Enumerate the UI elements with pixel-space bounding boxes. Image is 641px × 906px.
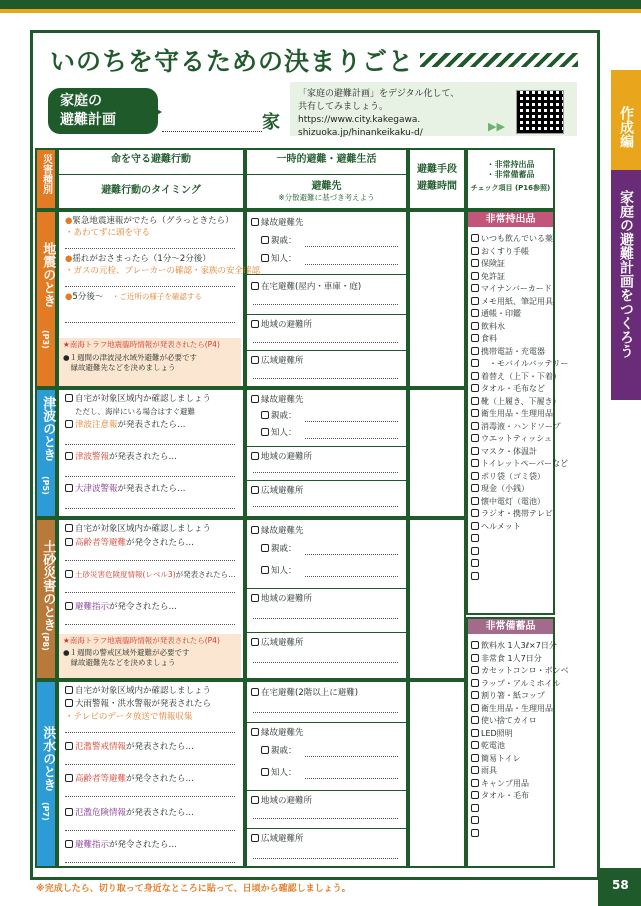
ls-write-line[interactable] bbox=[65, 624, 235, 625]
checklist-item[interactable] bbox=[471, 754, 550, 767]
checklist-item[interactable] bbox=[471, 829, 550, 842]
checklist-item[interactable] bbox=[471, 534, 550, 547]
checklist-item[interactable] bbox=[471, 434, 553, 447]
ts-action4[interactable]: 大津波警報が発表されたら… bbox=[65, 484, 186, 495]
bubble-line1: 家庭の bbox=[60, 93, 102, 109]
checklist-label: 衛生用品・生理用品 bbox=[481, 409, 553, 418]
checklist-item[interactable] bbox=[471, 247, 550, 260]
ls-shelter-wide[interactable]: 広域避難所 bbox=[251, 638, 304, 649]
checkbox-icon[interactable] bbox=[471, 284, 479, 292]
section-tab: 作成編 bbox=[611, 70, 641, 170]
checkbox-icon[interactable] bbox=[471, 509, 479, 517]
page-title: いのちを守るための決まりごと bbox=[50, 47, 415, 76]
qr-code-icon[interactable] bbox=[516, 90, 564, 134]
ls-relative-line[interactable] bbox=[305, 554, 398, 555]
fl-action6[interactable]: 避難指示が発令されたら… bbox=[65, 840, 177, 851]
carry-out-panel bbox=[466, 210, 569, 615]
fl-friend-field[interactable]: 知人： bbox=[261, 768, 297, 779]
checklist-item[interactable] bbox=[471, 509, 553, 522]
checklist-item[interactable] bbox=[471, 272, 550, 285]
checkbox-icon[interactable] bbox=[471, 547, 479, 555]
fl-shelter-wide[interactable]: 広域避難所 bbox=[251, 834, 304, 845]
checklist-label: 非常食 1人7日分 bbox=[481, 653, 542, 663]
checklist-item[interactable] bbox=[471, 284, 550, 297]
ls-note2: ●１週間の警戒区域外避難が必要です bbox=[63, 648, 190, 658]
url-line1[interactable]: https://www.city.kakegawa. bbox=[298, 115, 421, 125]
earthquake-label: 地震のとき bbox=[40, 242, 56, 307]
fl-shelter-local[interactable]: 地域の避難所 bbox=[251, 796, 312, 807]
ls-friend-line[interactable] bbox=[305, 576, 398, 577]
fl-local-line[interactable] bbox=[253, 818, 398, 819]
fl-wide-line[interactable] bbox=[253, 858, 398, 859]
checkbox-icon[interactable] bbox=[471, 572, 479, 580]
eq-friend-line[interactable] bbox=[305, 264, 398, 265]
footer-note: ※完成したら、切り取って身近なところに貼って、日頃から確認しましょう。 bbox=[36, 884, 351, 894]
checklist-item[interactable] bbox=[471, 484, 550, 497]
earthquake-side bbox=[35, 210, 57, 388]
ls-write-line[interactable] bbox=[65, 560, 235, 561]
checkbox-icon[interactable] bbox=[471, 829, 479, 837]
ls-action2[interactable]: 高齢者等避難が発令されたら… bbox=[65, 538, 194, 549]
checklist-label: 割り箸・紙コップ bbox=[481, 691, 545, 700]
eq-shelter-relative[interactable]: 縁故避難先 bbox=[251, 218, 304, 229]
items-header bbox=[466, 148, 555, 210]
checklist-label: タオル・毛布など bbox=[481, 384, 545, 393]
checkbox-icon[interactable] bbox=[471, 484, 479, 492]
eq-note1: ★南海トラフ地震臨時情報が発表されたら(P4) bbox=[63, 340, 220, 349]
eq-shelter-wide[interactable]: 広域避難所 bbox=[251, 356, 304, 367]
checklist-item[interactable] bbox=[471, 741, 550, 754]
checklist-item[interactable] bbox=[471, 234, 553, 247]
checklist-item[interactable] bbox=[471, 703, 553, 717]
checkbox-icon[interactable] bbox=[471, 384, 479, 392]
checkbox-icon[interactable] bbox=[471, 397, 479, 405]
checkbox-icon[interactable] bbox=[471, 741, 479, 749]
flood-means[interactable] bbox=[408, 680, 466, 868]
earthquake-means[interactable] bbox=[408, 210, 466, 388]
checkbox-icon[interactable] bbox=[471, 472, 479, 480]
ts-friend-line[interactable] bbox=[305, 438, 398, 439]
checklist-label: 携帯電話・充電器 bbox=[481, 346, 545, 356]
checklist-label: LED照明 bbox=[481, 728, 513, 738]
checkbox-icon[interactable] bbox=[471, 641, 479, 649]
checklist-item[interactable] bbox=[471, 791, 550, 804]
tsunami-label: 津波のとき bbox=[40, 396, 56, 461]
checklist-label: 乾電池 bbox=[481, 741, 505, 750]
checkbox-icon[interactable] bbox=[471, 297, 479, 305]
eq-write-line[interactable] bbox=[65, 322, 235, 323]
means-header bbox=[408, 148, 466, 210]
checklist-item[interactable] bbox=[471, 804, 550, 817]
checklist-item[interactable] bbox=[471, 654, 550, 667]
checklist-item[interactable] bbox=[471, 322, 550, 335]
eq-friend-field[interactable]: 知人： bbox=[261, 254, 297, 265]
checkbox-icon[interactable] bbox=[471, 459, 479, 467]
ls-local-line[interactable] bbox=[253, 618, 398, 619]
eq-note2: ●１週間の津波浸水域外避難が必要です bbox=[63, 353, 198, 363]
checkbox-icon[interactable] bbox=[471, 791, 479, 799]
action-header-top: 命を守る避難行動 bbox=[111, 154, 191, 165]
shelter-header bbox=[245, 148, 408, 210]
shelter-note: ※分散避難に基づき考えよう bbox=[278, 193, 375, 202]
carry-out-title: 非常持出品 bbox=[468, 212, 553, 227]
checklist-label: 免許証 bbox=[481, 271, 505, 281]
checklist-label: トイレットペーパーなど bbox=[481, 459, 569, 468]
checkbox-icon[interactable] bbox=[471, 679, 479, 687]
checklist-item[interactable] bbox=[471, 459, 569, 472]
checkbox-icon[interactable] bbox=[471, 434, 479, 442]
eq-home-line[interactable] bbox=[253, 304, 398, 305]
checklist-item[interactable] bbox=[471, 296, 553, 310]
checkbox-icon[interactable] bbox=[471, 272, 479, 280]
fl-relative-field[interactable]: 親戚： bbox=[261, 746, 297, 757]
chapter-tab: 家庭の避難計画をつくろう bbox=[611, 170, 641, 400]
checkbox-icon[interactable] bbox=[471, 559, 479, 567]
eq-action1-sub: ・あわてずに頭を守る bbox=[65, 228, 151, 238]
checkbox-icon[interactable] bbox=[471, 691, 479, 699]
fl-action5[interactable]: 氾濫危険情報が発表されたら… bbox=[65, 808, 194, 819]
fl-shelter-relative[interactable]: 縁故避難先 bbox=[251, 728, 304, 739]
checklist-label: ・モバイルバッテリー bbox=[481, 359, 569, 368]
checklist-item[interactable] bbox=[471, 334, 550, 347]
top-accent-bar bbox=[0, 9, 641, 13]
landslide-shelters bbox=[245, 518, 408, 680]
checkbox-icon[interactable] bbox=[471, 259, 479, 267]
digital-text1: 「家庭の避難計画」をデジタル化して、 bbox=[298, 89, 460, 99]
fl-write-line[interactable] bbox=[65, 830, 235, 831]
checklist-item[interactable] bbox=[471, 522, 550, 535]
stockpile-panel bbox=[466, 617, 569, 868]
stockpile-list bbox=[471, 641, 569, 841]
checkbox-icon[interactable] bbox=[471, 534, 479, 542]
items-label3: チェック項目 (P16参照) bbox=[470, 184, 551, 192]
checklist-item[interactable] bbox=[471, 678, 561, 692]
checklist-label: 懐中電灯（電池） bbox=[481, 496, 545, 506]
ts-shelter-local[interactable]: 地域の避難所 bbox=[251, 452, 312, 463]
ts-action2[interactable]: 津波注意報が発表されたら… bbox=[65, 420, 186, 431]
tsunami-shelters bbox=[245, 388, 408, 518]
checklist-label: キャンプ用品 bbox=[481, 778, 529, 788]
checkbox-icon[interactable] bbox=[471, 754, 479, 762]
fl-write-line[interactable] bbox=[65, 764, 235, 765]
checklist-item[interactable] bbox=[471, 309, 550, 322]
bubble-line2: 避難計画 bbox=[60, 112, 116, 128]
title-hatch bbox=[420, 53, 578, 67]
checklist-item[interactable] bbox=[471, 559, 550, 572]
flood-label: 洪水のとき bbox=[40, 726, 56, 791]
fl-relative-line[interactable] bbox=[305, 756, 398, 757]
checklist-item[interactable] bbox=[471, 716, 550, 729]
stockpile-title: 非常備蓄品 bbox=[468, 619, 553, 634]
action-header bbox=[57, 148, 245, 210]
ts-local-line[interactable] bbox=[253, 472, 398, 473]
checklist-label: メモ用紙、筆記用具 bbox=[481, 296, 553, 306]
checkbox-icon[interactable] bbox=[471, 654, 479, 662]
checkbox-icon[interactable] bbox=[471, 334, 479, 342]
eq-local-line[interactable] bbox=[253, 342, 398, 343]
ls-relative-field[interactable]: 親戚： bbox=[261, 544, 297, 555]
checklist-label: ヘルメット bbox=[481, 521, 521, 531]
tsunami-side bbox=[35, 388, 57, 518]
disaster-type-header bbox=[35, 148, 57, 210]
ls-action4[interactable]: 避難指示が発令されたら… bbox=[65, 602, 177, 613]
eq-shelter-home[interactable]: 在宅避難(屋内・車庫・庭) bbox=[251, 282, 361, 293]
checklist-item[interactable] bbox=[471, 666, 569, 679]
family-suffix: 家 bbox=[262, 112, 280, 133]
checklist-item[interactable] bbox=[471, 497, 550, 510]
items-label2: ・非常備蓄品 bbox=[486, 170, 535, 179]
eq-action2: ●揺れがおさまったら（1分～2分後） bbox=[65, 254, 211, 264]
checkbox-icon[interactable] bbox=[471, 247, 479, 255]
fl-action2-sub: ・テレビのデータ放送で情報収集 bbox=[65, 712, 193, 722]
url-line2[interactable]: shizuoka.jp/hinankeikaku-d/ bbox=[298, 128, 423, 138]
checklist-label: 靴（上履き、下履き） bbox=[481, 396, 561, 406]
checklist-label: ラップ・アルミホイル bbox=[481, 678, 561, 688]
checklist-label: 保険証 bbox=[481, 259, 505, 268]
checklist-label: ラジオ・携帯テレビ bbox=[481, 509, 553, 518]
digital-text2: 共有してみましょう。 bbox=[298, 102, 389, 112]
eq-note bbox=[59, 338, 241, 386]
eq-write-line[interactable] bbox=[65, 248, 235, 249]
checklist-item[interactable] bbox=[471, 729, 550, 742]
checklist-label: 簡易トイレ bbox=[481, 753, 521, 763]
ls-friend-field[interactable]: 知人： bbox=[261, 566, 297, 577]
checklist-item[interactable] bbox=[471, 691, 550, 704]
arrow-icon: ▶▶ bbox=[488, 120, 505, 133]
checklist-item[interactable] bbox=[471, 766, 550, 779]
landslide-side bbox=[35, 518, 57, 680]
ls-note1: ★南海トラフ地震臨時情報が発表されたら(P4) bbox=[63, 636, 220, 645]
checklist-label: ウエットティッシュ bbox=[481, 434, 553, 443]
checklist-label: 通帳・印鑑 bbox=[481, 309, 521, 318]
landslide-label: 土砂災害のとき bbox=[40, 540, 56, 631]
eq-action3: ●5分後～ ・ご近所の様子を確認する bbox=[65, 292, 202, 302]
checkbox-icon[interactable] bbox=[471, 322, 479, 330]
ls-action1[interactable]: 自宅が対象区域内か確認しましょう bbox=[65, 524, 211, 535]
fl-write-line[interactable] bbox=[65, 732, 235, 733]
eq-relative-line[interactable] bbox=[305, 246, 398, 247]
landslide-actions bbox=[57, 518, 245, 680]
earthquake-shelters bbox=[245, 210, 408, 388]
checkbox-icon[interactable] bbox=[471, 372, 479, 380]
ls-note bbox=[59, 634, 241, 678]
checklist-item[interactable] bbox=[471, 641, 557, 654]
items-label1: ・非常持出品 bbox=[486, 160, 535, 169]
checklist-item[interactable] bbox=[471, 384, 550, 397]
checklist-item[interactable] bbox=[471, 447, 550, 460]
ts-write-line[interactable] bbox=[65, 508, 235, 509]
checklist-item[interactable] bbox=[471, 409, 553, 422]
fl-shelter-home[interactable]: 在宅避難(2階以上に避難) bbox=[251, 688, 358, 699]
ls-write-line[interactable] bbox=[65, 592, 235, 593]
ts-write-line[interactable] bbox=[65, 444, 235, 445]
tsunami-actions bbox=[57, 388, 245, 518]
checkbox-icon[interactable] bbox=[471, 409, 479, 417]
checklist-label: 現金（小銭） bbox=[481, 484, 529, 493]
fl-action3[interactable]: 氾濫警戒情報が発表されたら… bbox=[65, 742, 194, 753]
checklist-item[interactable] bbox=[471, 779, 550, 792]
checklist-label: 雨具 bbox=[481, 766, 497, 775]
checklist-item[interactable] bbox=[471, 572, 550, 585]
fl-write-line[interactable] bbox=[65, 862, 235, 863]
shelter-header-top: 一時的避難・避難生活 bbox=[276, 154, 377, 165]
checkbox-icon[interactable] bbox=[471, 522, 479, 530]
family-name-field[interactable] bbox=[162, 114, 262, 132]
checkbox-icon[interactable] bbox=[471, 447, 479, 455]
eq-note3: 縁故避難先などを決めましょう bbox=[63, 362, 176, 372]
flood-page: (P7) bbox=[41, 802, 50, 821]
checklist-label: マスク・体温計 bbox=[481, 446, 537, 456]
checklist-label: 消毒液・ハンドソープ bbox=[481, 421, 561, 431]
earthquake-page: (P3) bbox=[41, 330, 50, 349]
ls-action3[interactable]: 土砂災害危険度情報(レベル3)が発表されたら… bbox=[65, 570, 236, 579]
page-number: 58 bbox=[598, 868, 641, 906]
ts-shelter-wide[interactable]: 広域避難所 bbox=[251, 486, 304, 497]
checklist-label: 食料 bbox=[481, 334, 497, 343]
disaster-type-label: 災害種別 bbox=[40, 154, 52, 194]
eq-write-line[interactable] bbox=[65, 286, 235, 287]
earthquake-actions bbox=[57, 210, 260, 388]
checkbox-icon[interactable] bbox=[471, 422, 479, 430]
ls-wide-line[interactable] bbox=[253, 662, 398, 663]
eq-relative-field[interactable]: 親戚： bbox=[261, 236, 297, 247]
fl-action1[interactable]: 自宅が対象区域内か確認しましょう bbox=[65, 686, 211, 697]
checklist-item[interactable] bbox=[471, 371, 561, 385]
eq-wide-line[interactable] bbox=[253, 378, 398, 379]
checkbox-icon[interactable] bbox=[471, 766, 479, 774]
ts-wide-line[interactable] bbox=[253, 506, 398, 507]
flood-shelters bbox=[245, 680, 408, 868]
checklist-item[interactable] bbox=[471, 816, 550, 829]
landslide-means[interactable] bbox=[408, 518, 466, 680]
checklist-item[interactable] bbox=[471, 547, 550, 560]
checklist-item[interactable] bbox=[471, 421, 561, 435]
checklist-label: 着替え（上下・下着） bbox=[481, 371, 561, 381]
action-header-bottom: 避難行動のタイミング bbox=[101, 184, 201, 196]
checklist-item[interactable] bbox=[471, 259, 550, 272]
checkbox-icon[interactable] bbox=[471, 704, 479, 712]
checkbox-icon[interactable] bbox=[471, 804, 479, 812]
flood-actions bbox=[57, 680, 245, 868]
checklist-label: タオル・毛布 bbox=[481, 791, 529, 800]
eq-shelter-local[interactable]: 地域の避難所 bbox=[251, 320, 312, 331]
ts-action1-sub: ただし、海岸にいる場合はすぐ避難 bbox=[75, 407, 195, 416]
checklist-item[interactable] bbox=[471, 347, 550, 360]
checkbox-icon[interactable] bbox=[471, 497, 479, 505]
checkbox-icon[interactable] bbox=[471, 779, 479, 787]
checklist-label: 飲料水 bbox=[481, 321, 505, 331]
plan-bubble bbox=[48, 88, 158, 134]
ts-relative-line[interactable] bbox=[305, 421, 398, 422]
flood-side bbox=[35, 680, 57, 868]
checkbox-icon[interactable] bbox=[471, 816, 479, 824]
checklist-label: 衛生用品・生理用品 bbox=[481, 703, 553, 713]
ls-note3: 縁故避難先などを決めましょう bbox=[63, 657, 176, 667]
fl-action4[interactable]: 高齢者等避難が発令されたら… bbox=[65, 774, 194, 785]
checklist-label: ポリ袋（ゴミ袋） bbox=[481, 471, 545, 481]
checkbox-icon[interactable] bbox=[471, 666, 479, 674]
checkbox-icon[interactable] bbox=[471, 309, 479, 317]
ts-action3[interactable]: 津波警報が発表されたら… bbox=[65, 452, 177, 463]
fl-home-line[interactable] bbox=[253, 712, 398, 713]
checklist-label: 飲料水 1人3ℓ×7日分 bbox=[481, 641, 557, 650]
tsunami-means[interactable] bbox=[408, 388, 466, 518]
ts-friend-field[interactable]: 知人： bbox=[261, 428, 297, 439]
shelter-header-bottom: 避難先 bbox=[311, 180, 342, 192]
checklist-label: おくすり手帳 bbox=[481, 246, 529, 256]
ls-shelter-local[interactable]: 地域の避難所 bbox=[251, 594, 312, 605]
checkbox-icon[interactable] bbox=[471, 347, 479, 355]
checklist-label: いつも飲んでいる薬 bbox=[481, 234, 553, 243]
landslide-page: (P8) bbox=[41, 632, 50, 651]
checkbox-icon[interactable] bbox=[471, 716, 479, 724]
checklist-item[interactable] bbox=[471, 472, 550, 485]
tsunami-page: (P5) bbox=[41, 476, 50, 495]
checklist-item[interactable] bbox=[471, 396, 561, 410]
fl-action2[interactable]: 大雨警報・洪水警報が発表されたら bbox=[65, 699, 211, 710]
ts-shelter-relative[interactable]: 縁故避難先 bbox=[251, 395, 304, 406]
checklist-label: マイナンバーカード bbox=[481, 284, 552, 293]
checkbox-icon[interactable] bbox=[471, 234, 479, 242]
means-label: 避難手段 bbox=[417, 164, 457, 175]
carry-out-list bbox=[471, 234, 569, 584]
time-label: 避難時間 bbox=[417, 180, 457, 192]
checkbox-icon[interactable] bbox=[471, 729, 479, 737]
eq-action1: ●緊急地震速報がでたら（グラっときたら） bbox=[65, 216, 234, 226]
ts-action1[interactable]: 自宅が対象区域内か確認しましょう bbox=[65, 394, 211, 405]
checklist-label: 使い捨てカイロ bbox=[481, 716, 537, 725]
fl-friend-line[interactable] bbox=[305, 778, 398, 779]
ts-write-line[interactable] bbox=[65, 476, 235, 477]
ts-relative-field[interactable]: 親戚： bbox=[261, 411, 297, 422]
checklist-item[interactable] bbox=[471, 359, 569, 372]
eq-action2-sub: ・ガスの元栓、ブレーカーの確認・家族の安全確認 bbox=[65, 266, 260, 276]
ls-shelter-relative[interactable]: 縁故避難先 bbox=[251, 526, 304, 537]
checkbox-icon[interactable] bbox=[471, 359, 479, 367]
fl-write-line[interactable] bbox=[65, 796, 235, 797]
checklist-label: カセットコンロ・ボンベ bbox=[481, 666, 569, 675]
